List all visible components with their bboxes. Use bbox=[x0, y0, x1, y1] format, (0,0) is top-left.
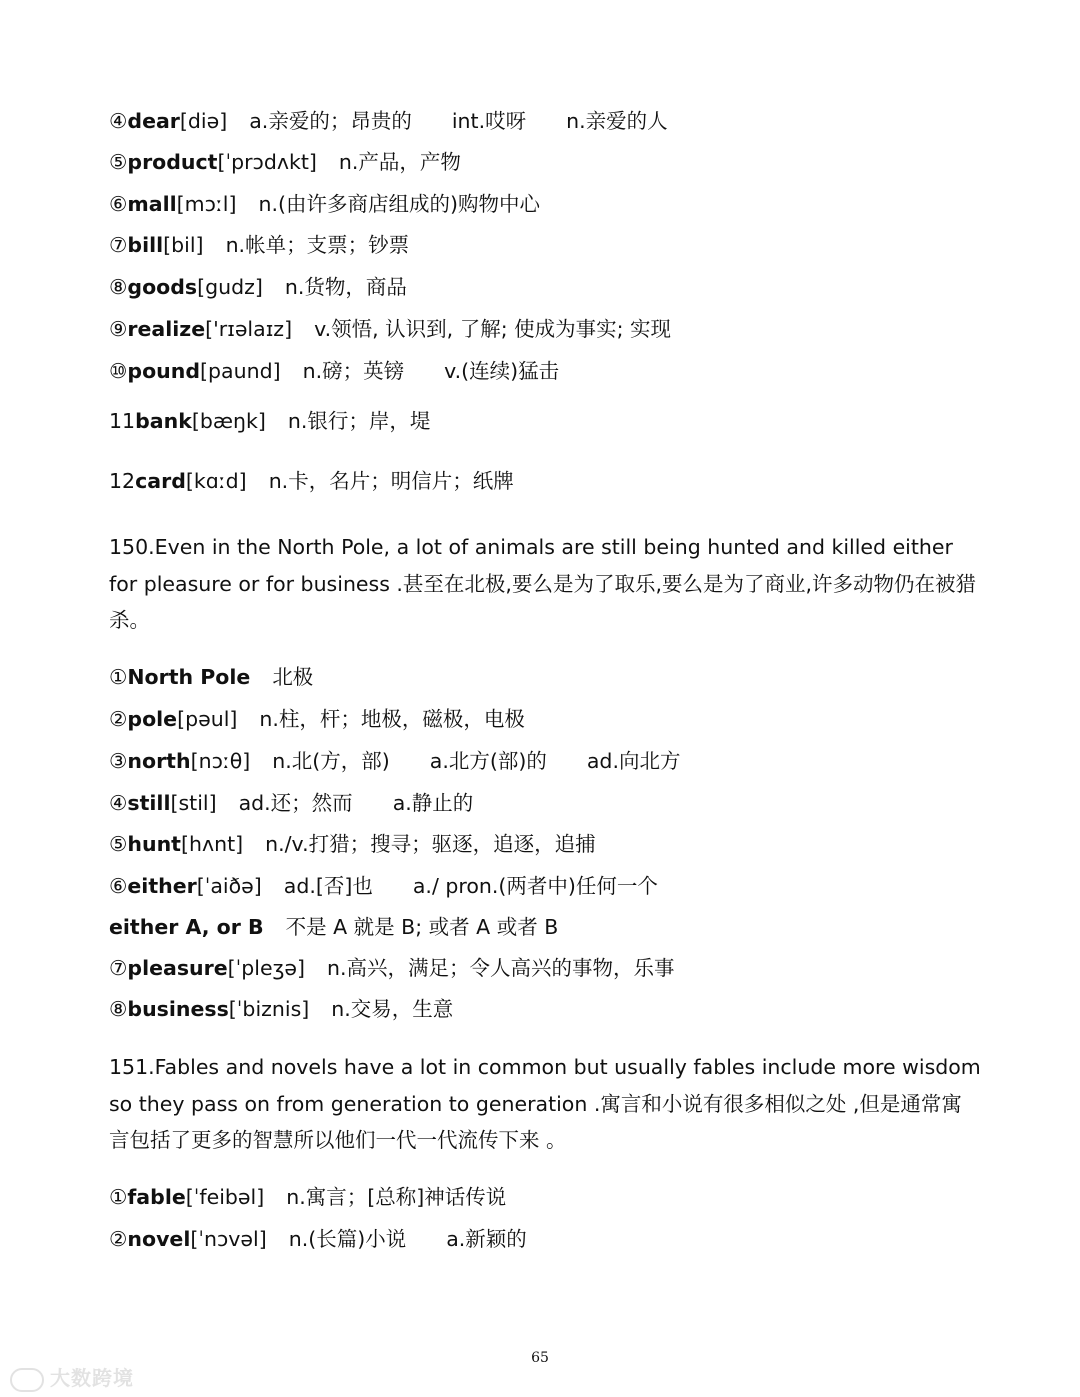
phonetic: [mɔːl] bbox=[176, 192, 237, 216]
vocab-line bbox=[109, 107, 668, 135]
vocab-line bbox=[109, 467, 514, 495]
vocab-line bbox=[109, 789, 473, 817]
vocab-word: still bbox=[127, 791, 171, 815]
definition: 不是 A 就是 B; 或者 A 或者 B bbox=[285, 915, 559, 939]
vocab-line bbox=[109, 995, 453, 1023]
definition: a.新颖的 bbox=[446, 1227, 527, 1251]
phonetic: [hʌnt] bbox=[180, 832, 244, 856]
definition: a.亲爱的；昂贵的 bbox=[249, 109, 412, 133]
vocab-line bbox=[109, 954, 675, 982]
vocab-line bbox=[109, 190, 540, 218]
definition: v.领悟, 认识到, 了解; 使成为事实; 实现 bbox=[314, 317, 672, 341]
phonetic: [pəul] bbox=[177, 707, 238, 731]
item-number: ① bbox=[109, 665, 128, 689]
item-number: ④ bbox=[109, 109, 128, 133]
vocab-word: North Pole bbox=[127, 665, 251, 689]
vocab-line bbox=[109, 663, 313, 691]
vocab-word: business bbox=[127, 997, 229, 1021]
item-number: ⑦ bbox=[109, 956, 128, 980]
page-number: 65 bbox=[531, 1350, 549, 1366]
vocab-line bbox=[109, 315, 671, 343]
vocab-word: pole bbox=[127, 707, 178, 731]
vocab-word: mall bbox=[127, 192, 177, 216]
definition: n.货物，商品 bbox=[284, 275, 407, 299]
item-number: ② bbox=[109, 707, 128, 731]
vocab-word: north bbox=[127, 749, 191, 773]
definition: n.柱，杆；地极，磁极，电极 bbox=[259, 707, 525, 731]
phonetic: ['rɪəlaɪz] bbox=[205, 317, 293, 341]
definition: n.寓言；[总称]神话传说 bbox=[286, 1185, 507, 1209]
definition: a.静止的 bbox=[392, 791, 474, 815]
phonetic: [kɑːd] bbox=[185, 469, 247, 493]
definition: n.高兴，满足；令人高兴的事物，乐事 bbox=[327, 956, 675, 980]
phonetic: [ˈaiðə] bbox=[196, 874, 262, 898]
phonetic: [ˈpleʒə] bbox=[227, 956, 306, 980]
vocab-line bbox=[109, 357, 559, 385]
definition: n.(长篇)小说 bbox=[288, 1227, 407, 1251]
vocab-line bbox=[109, 148, 461, 176]
item-number: ① bbox=[109, 1185, 128, 1209]
vocab-line bbox=[109, 830, 596, 858]
item-number: ⑥ bbox=[109, 192, 128, 216]
vocab-line bbox=[109, 747, 680, 775]
item-number: ⑤ bbox=[109, 150, 128, 174]
example-sentence: 150.Even in the North Pole, a lot of animals are still being hunted and killed either for pleasure or for business .甚至在北极,要么是为了取乐,要么是为了商业,许多动物仍在被猎杀。 bbox=[109, 535, 976, 632]
definition: n.磅；英镑 bbox=[302, 359, 405, 383]
watermark-text: 大数跨境 bbox=[50, 1366, 134, 1390]
vocab-word: card bbox=[135, 469, 186, 493]
definition: n.交易，生意 bbox=[331, 997, 454, 1021]
definition: ad.向北方 bbox=[586, 749, 681, 773]
definition: n.(由许多商店组成的)购物中心 bbox=[258, 192, 540, 216]
item-number: 11 bbox=[109, 409, 136, 433]
phonetic: [stil] bbox=[170, 791, 217, 815]
item-number: ⑧ bbox=[109, 997, 128, 1021]
definition: a.北方(部)的 bbox=[429, 749, 547, 773]
vocab-word: bank bbox=[135, 409, 192, 433]
item-number: ⑧ bbox=[109, 275, 128, 299]
vocab-word: novel bbox=[127, 1227, 191, 1251]
item-number: ⑦ bbox=[109, 233, 128, 257]
definition: ad.还；然而 bbox=[238, 791, 353, 815]
vocab-word: either bbox=[127, 874, 197, 898]
vocab-word: pleasure bbox=[127, 956, 228, 980]
item-number: ② bbox=[109, 1227, 128, 1251]
definition: n.亲爱的人 bbox=[566, 109, 668, 133]
vocab-line bbox=[109, 407, 430, 435]
definition: v.(连续)猛击 bbox=[444, 359, 560, 383]
watermark-logo-icon bbox=[10, 1368, 44, 1392]
phonetic: [ˈprɔdʌkt] bbox=[217, 150, 317, 174]
definition: n.北(方，部) bbox=[272, 749, 390, 773]
definition: int.哎呀 bbox=[451, 109, 527, 133]
phonetic: [ˈfeibəl] bbox=[185, 1185, 265, 1209]
item-number: ⑩ bbox=[109, 359, 128, 383]
vocab-phrase: either A, or B bbox=[109, 915, 264, 939]
item-number: ⑨ bbox=[109, 317, 128, 341]
vocab-word: hunt bbox=[127, 832, 181, 856]
item-number: ③ bbox=[109, 749, 128, 773]
definition: n.帐单；支票；钞票 bbox=[225, 233, 410, 257]
vocab-word: pound bbox=[127, 359, 201, 383]
item-number: ④ bbox=[109, 791, 128, 815]
vocab-line bbox=[109, 273, 407, 301]
watermark bbox=[10, 1362, 134, 1392]
definition: n.卡，名片；明信片；纸牌 bbox=[268, 469, 514, 493]
definition: n.银行；岸，堤 bbox=[287, 409, 431, 433]
vocab-word: bill bbox=[127, 233, 164, 257]
phonetic: [gudz] bbox=[197, 275, 263, 299]
vocab-word: realize bbox=[127, 317, 206, 341]
phonetic: [bil] bbox=[163, 233, 204, 257]
vocab-line bbox=[109, 231, 409, 259]
phonetic: [ˈnɔvəl] bbox=[190, 1227, 267, 1251]
vocab-word: fable bbox=[127, 1185, 186, 1209]
vocab-word: product bbox=[127, 150, 218, 174]
phonetic: [bæŋk] bbox=[191, 409, 266, 433]
phonetic: [nɔːθ] bbox=[190, 749, 251, 773]
definition: n.产品，产物 bbox=[338, 150, 461, 174]
vocab-word: dear bbox=[127, 109, 180, 133]
vocab-line bbox=[109, 1225, 527, 1253]
example-sentence: 151.Fables and novels have a lot in common but usually fables include more wisdom so they pass on from generation to generation .寓言和小说有很多相似之处 ,但是通常寓言包括了更多的智慧所以他们一代一代流传下来 。 bbox=[109, 1055, 981, 1152]
phonetic: [diə] bbox=[179, 109, 228, 133]
definition: 北极 bbox=[272, 665, 314, 689]
definition: ad.[否]也 bbox=[283, 874, 373, 898]
definition: a./ pron.(两者中)任何一个 bbox=[412, 874, 658, 898]
vocab-line bbox=[109, 913, 558, 941]
vocab-word: goods bbox=[127, 275, 198, 299]
vocab-line bbox=[109, 872, 658, 900]
definition: n./v.打猎；搜寻；驱逐，追逐，追捕 bbox=[265, 832, 596, 856]
item-number: 12 bbox=[109, 469, 136, 493]
vocab-line bbox=[109, 1183, 506, 1211]
item-number: ⑥ bbox=[109, 874, 128, 898]
vocab-line bbox=[109, 705, 525, 733]
item-number: ⑤ bbox=[109, 832, 128, 856]
phonetic: [paund] bbox=[200, 359, 281, 383]
phonetic: [ˈbiznis] bbox=[228, 997, 310, 1021]
